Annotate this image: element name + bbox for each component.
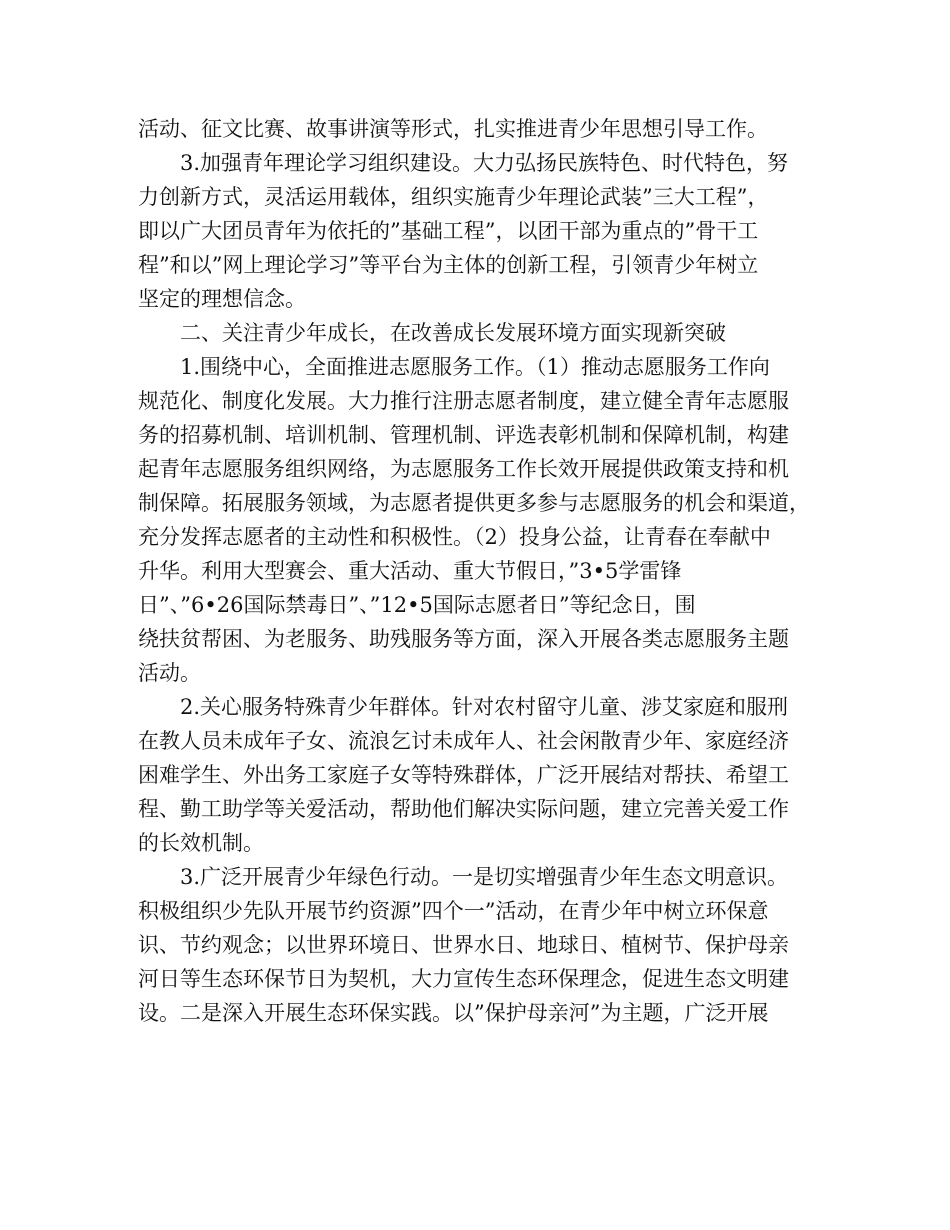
text-line: 设。二是深入开展生态环保实践。以”保护母亲河”为主题，广泛开展 (138, 1001, 769, 1025)
text-line: 制保障。拓展服务领域，为志愿者提供更多参与志愿服务的机会和渠道， (138, 491, 810, 515)
text-line: 务的招募机制、培训机制、管理机制、评选表彰机制和保障机制，构建 (138, 423, 789, 447)
text-line: 1.围绕中心，全面推进志愿服务工作。（1）推动志愿服务工作向 (180, 355, 770, 379)
text-line: 积极组织少先队开展节约资源”四个一”活动，在青少年中树立环保意 (138, 899, 769, 923)
text-line: 3.广泛开展青少年绿色行动。一是切实增强青少年生态文明意识。 (180, 865, 789, 889)
text-line: 3.加强青年理论学习组织建设。大力弘扬民族特色、时代特色，努 (180, 151, 789, 175)
text-line: 的长效机制。 (138, 831, 264, 855)
text-line: 活动。 (138, 661, 201, 685)
text-line: 坚定的理想信念。 (138, 287, 306, 311)
text-line: 起青年志愿服务组织网络，为志愿服务工作长效开展提供政策支持和机 (138, 457, 789, 481)
text-line: 力创新方式，灵活运用载体，组织实施青少年理论武装”三大工程”， (138, 185, 769, 209)
text-line: 日”、”6•26国际禁毒日”、”12•5国际志愿者日”等纪念日，围 (138, 593, 696, 617)
text-line: 2.关心服务特殊青少年群体。针对农村留守儿童、涉艾家庭和服刑 (180, 695, 789, 719)
text-line: 充分发挥志愿者的主动性和积极性。（2）投身公益，让青春在奉献中 (138, 525, 771, 549)
text-line: 活动、征文比赛、故事讲演等形式，扎实推进青少年思想引导工作。 (138, 117, 768, 141)
text-line: 规范化、制度化发展。大力推行注册志愿者制度，建立健全青年志愿服 (138, 389, 789, 413)
text-line: 升华。利用大型赛会、重大活动、重大节假日，”3•5学雷锋 (138, 559, 682, 583)
text-line: 识、节约观念；以世界环境日、世界水日、地球日、植树节、保护母亲 (138, 933, 789, 957)
text-line: 程”和以”网上理论学习”等平台为主体的创新工程，引领青少年树立 (138, 253, 759, 277)
text-line: 在教人员未成年子女、流浪乞讨未成年人、社会闲散青少年、家庭经济 (138, 729, 789, 753)
document-body (138, 112, 818, 1030)
text-line: 河日等生态环保节日为契机，大力宣传生态环保理念，促进生态文明建 (138, 967, 789, 991)
text-line: 困难学生、外出务工家庭子女等特殊群体，广泛开展结对帮扶、希望工 (138, 763, 789, 787)
text-line: 程、勤工助学等关爱活动，帮助他们解决实际问题，建立完善关爱工作 (138, 797, 789, 821)
text-line: 即以广大团员青年为依托的”基础工程”，以团干部为重点的”骨干工 (138, 219, 759, 243)
text-line: 二、关注青少年成长，在改善成长发展环境方面实现新突破 (180, 321, 726, 345)
text-line: 绕扶贫帮困、为老服务、助残服务等方面，深入开展各类志愿服务主题 (138, 627, 789, 651)
